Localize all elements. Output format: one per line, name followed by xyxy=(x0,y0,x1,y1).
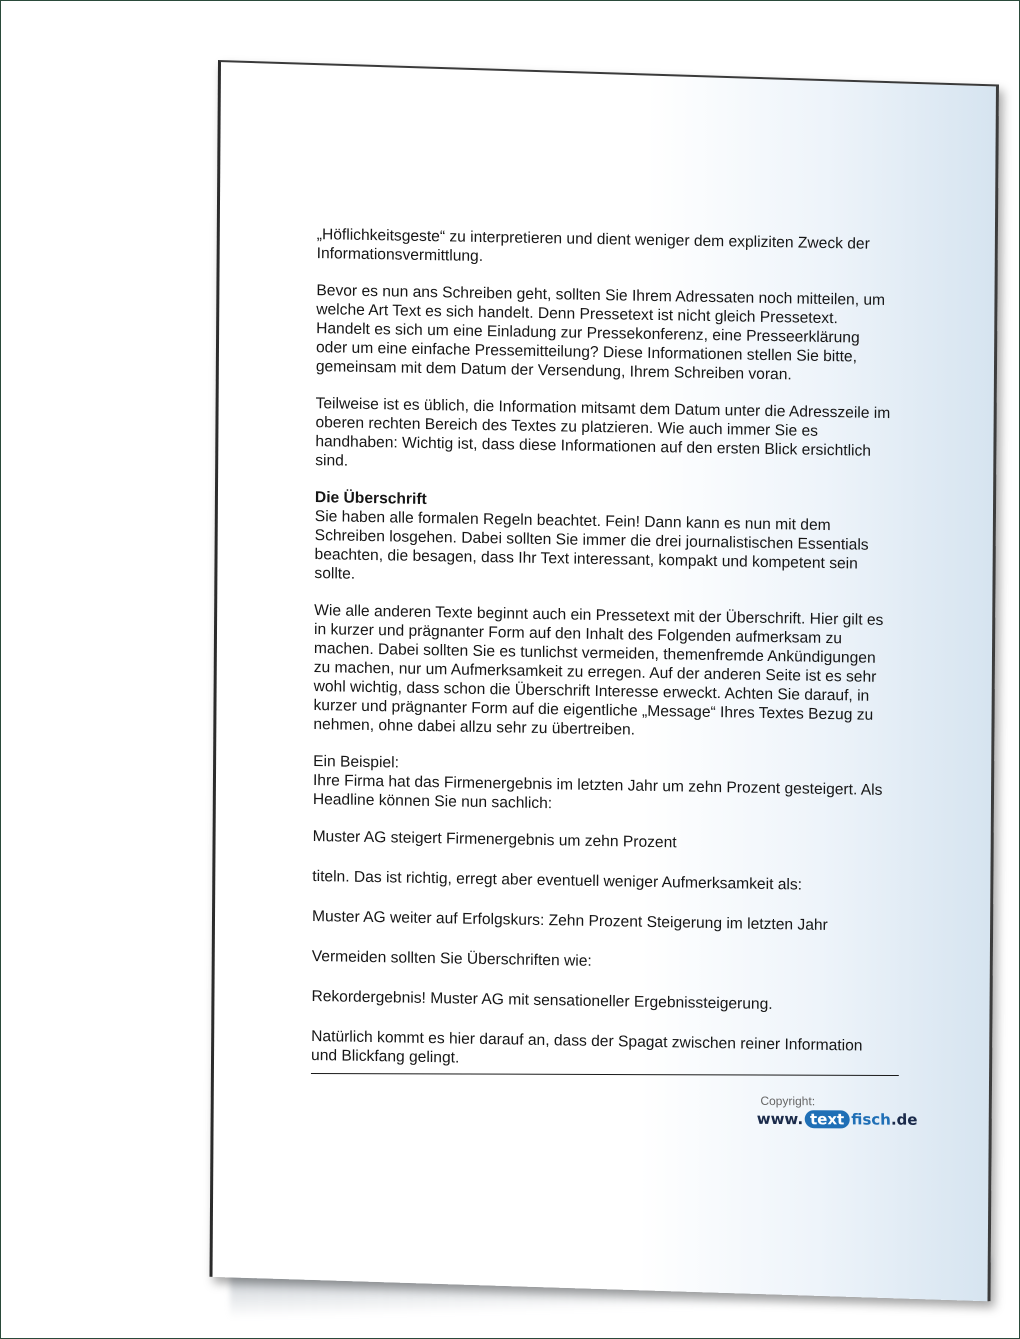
textfisch-logo xyxy=(756,1093,918,1145)
example-line: titeln. Das ist richtig, erregt aber eventuell weniger Aufmerksamkeit als: xyxy=(312,867,803,894)
example-line: Muster AG steigert Firmenergebnis um zehn Prozent xyxy=(312,827,677,852)
paragraph: „Höflichkeitsgeste“ zu interpretieren und dient weniger dem expliziten Zweck der Informationsvermittlung. xyxy=(316,226,870,266)
closing-paragraph: Natürlich kommt es hier darauf an, dass der Spagat zwischen reiner Information und Blickfang gelingt. xyxy=(311,1027,863,1067)
paragraph: Bevor es nun ans Schreiben geht, sollten Sie Ihrem Adressaten noch mitteilen, um welche Art Text es sich handelt. Denn Pressetext ist nicht gleich Pressetext. Handelt es sich um eine Einladung zur Pressekonferenz, eine Presseerklärung oder um eine einfache Pressemitteilung? Diese Informationen stellen Sie bitte, gemeinsam mit dem Datum der Versendung, Ihrem Schreiben voran. xyxy=(315,282,886,384)
logo-wordmark xyxy=(756,1109,918,1129)
example-line: Muster AG weiter auf Erfolgskurs: Zehn Prozent Steigerung im letzten Jahr xyxy=(311,907,828,934)
example-line: Vermeiden sollten Sie Überschriften wie: xyxy=(311,947,592,970)
document-page-wrapper xyxy=(210,60,993,1299)
example-text: Ihre Firma hat das Firmenergebnis im letzten Jahr um zehn Prozent gesteigert. Als Headline können Sie nun sachlich: xyxy=(312,772,883,813)
example-line: Rekordergebnis! Muster AG mit sensationeller Ergebnissteigerung. xyxy=(311,987,773,1014)
paragraph: Teilweise ist es üblich, die Information mitsamt dem Datum unter die Adresszeile im oberen rechten Bereich des Textes zu platzieren. Wie auch immer Sie es handhaben: Wichtig ist, dass diese Informationen auf den ersten Blick ersichtlich sind. xyxy=(315,395,891,470)
logo-fish-icon: text xyxy=(805,1110,850,1128)
paragraph: Wie alle anderen Texte beginnt auch ein Pressetext mit der Überschrift. Hier gilt es in kurzer und prägnanter Form auf den Inhalt des Folgenden aufmerksam zu machen. Dabei sollten Sie es tunlichst vermeiden, themenfremde Ankündigungen zu machen, nur um Aufmerksamkeit zu erregen. Auf der anderen Seite ist es sehr wohl wichtig, dass schon die Überschrift Interesse erweckt. Achten Sie darauf, in kurzer und prägnanter Form auf die eigentliche „Message“ Ihres Textes Bezug zu nehmen, ohne dabei allzu sehr zu übertreiben. xyxy=(313,602,884,739)
example-intro: Ein Beispiel: xyxy=(313,753,399,772)
section-heading: Die Überschrift xyxy=(314,489,427,509)
paragraph: Sie haben alle formalen Regeln beachtet. Fein! Dann kann es nun mit dem Schreiben losgehen. Dabei sollten Sie immer die drei journalistischen Essentials beachten, die besagen, dass Ihr Text interessant, kompakt und kompetent sein sollte. xyxy=(314,508,869,583)
document-content xyxy=(311,225,892,1093)
logo-www: www. xyxy=(756,1109,804,1129)
copyright-label: Copyright: xyxy=(760,1093,816,1109)
logo-de: .de xyxy=(890,1110,918,1129)
logo-fisch: fisch xyxy=(851,1110,892,1129)
